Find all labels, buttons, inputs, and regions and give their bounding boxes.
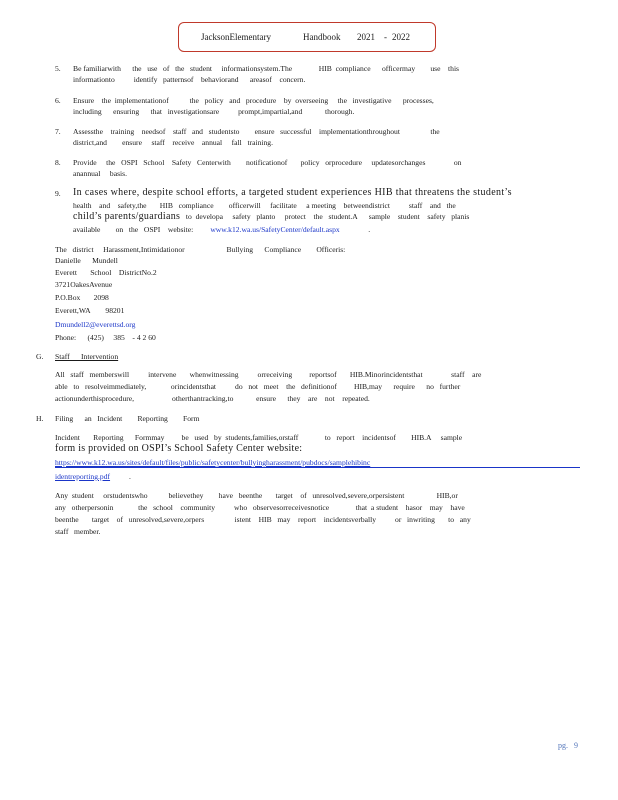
section-g-line: able to resolveimmediately, orincidentsthat do not meet the definitionof HIB,may require no further [55, 382, 461, 391]
section-g-title: Staff Intervention [55, 352, 119, 361]
item9-line3 [73, 212, 469, 222]
section-h-title: Filing an Incident Reporting Form [55, 414, 200, 423]
item-line: Ensure the implementationof the policy and procedure by overseeing the investigative processes, [73, 96, 434, 105]
header-school: JacksonElementary [201, 32, 271, 42]
item9-line4-tail: . [339, 225, 371, 234]
report-form-url-line2 [55, 472, 131, 482]
item9-line3-rest: to developa safety planto protect the student.A sample student safety planis [180, 212, 470, 221]
header-year-sep: - [384, 32, 387, 42]
item-line: anannual basis. [73, 169, 127, 178]
header-year-start: 2021 [357, 32, 375, 42]
report-form-url-link[interactable]: https://www.k12.wa.us/sites/default/files/public/safetycenter/bullyingharassment/pubdocs/samplehibinc [55, 458, 371, 467]
header-box [178, 22, 436, 52]
item9-line2: health and safety,the HIB compliance officerwill facilitate a meeting betweendistrict staff and the [73, 201, 456, 210]
section-g-letter: G. [36, 352, 44, 361]
item-number: 9. [55, 189, 61, 198]
item-line: district,and ensure staff receive annual fall training. [73, 138, 273, 147]
item9-line1: In cases where, despite school efforts, a targeted student experiences HIB that threatens the student’s [73, 187, 512, 198]
contact-email-link[interactable]: Dmundell2@everettsd.org [55, 320, 136, 329]
contact-intro: The district Harassment,Intimidationor Bullying Compliance Officeris: [55, 245, 346, 254]
item-line: including ensuring that investigationsare prompt,impartial,and thorough. [73, 107, 355, 116]
safety-center-link[interactable]: www.k12.wa.us/SafetyCenter/default.aspx [210, 225, 340, 234]
contact-city: Everett,WA 98201 [55, 306, 125, 315]
item-line: Assessthe training needsof staff and studentsto ensure successful implementationthroughout the [73, 127, 440, 136]
item-number: 7. [55, 127, 61, 136]
contact-pobox: P.O.Box 2098 [55, 293, 109, 302]
contact-name: Danielle Mundell [55, 256, 118, 265]
section-h-p1-line1: Incident Reporting Formmay be used by students,families,orstaff to report incidentsof HIB.A sample [55, 433, 463, 442]
item-number: 8. [55, 158, 61, 167]
section-h-letter: H. [36, 414, 44, 423]
url-tail: . [110, 472, 131, 481]
page-number [558, 741, 578, 750]
item-number: 6. [55, 96, 61, 105]
section-g-line: All staff memberswill intervene whenwitnessing orreceiving reportsof HIB.Minorincidentsthat staff are [55, 370, 482, 379]
contact-phone: Phone: (425) 385 - 4 2 60 [55, 333, 156, 342]
url-underline [55, 467, 580, 468]
item-number: 5. [55, 64, 61, 73]
section-h-p2-line: Any student orstudentswho believethey have beenthe target of unresolved,severe,orpersistent HIB,or [55, 491, 458, 500]
item-line: Provide the OSPI School Safety Centerwith notificationof policy orprocedure updatesorchanges on [73, 158, 462, 167]
section-h-p2-line: beenthe target of unresolved,severe,orpers istent HIB may report incidentsverbally or inwriting to any [55, 515, 471, 524]
section-h-p1-line2: form is provided on OSPI’s School Safety Center website: [55, 443, 303, 454]
contact-street: 3721OakesAvenue [55, 280, 113, 289]
report-form-url-link-2[interactable]: identreporting.pdf [55, 472, 111, 481]
section-h-p2-line: staff member. [55, 527, 101, 536]
item-line: Be familiarwith the use of the student informationsystem.The HIB compliance officermay use this [73, 64, 460, 73]
item9-line4 [73, 225, 370, 235]
section-h-p2-line: any otherpersonin the school community who observesorreceivesnotice that a student hasor may have [55, 503, 465, 512]
page-number-value: 9 [574, 741, 578, 750]
section-g-line: actionunderthisprocedure, otherthantracking,to ensure they are not repeated. [55, 394, 370, 403]
contact-org: Everett School DistrictNo.2 [55, 268, 157, 277]
item9-line4-text: available on the OSPI website: [73, 225, 211, 234]
header-year-end: 2022 [392, 32, 410, 42]
page-label: pg. [558, 741, 568, 750]
header-doc: Handbook [303, 32, 341, 42]
item-line: informationto identify patternsof behaviorand areasof concern. [73, 75, 306, 84]
item9-parents-phrase: child’s parents/guardians [73, 211, 181, 222]
